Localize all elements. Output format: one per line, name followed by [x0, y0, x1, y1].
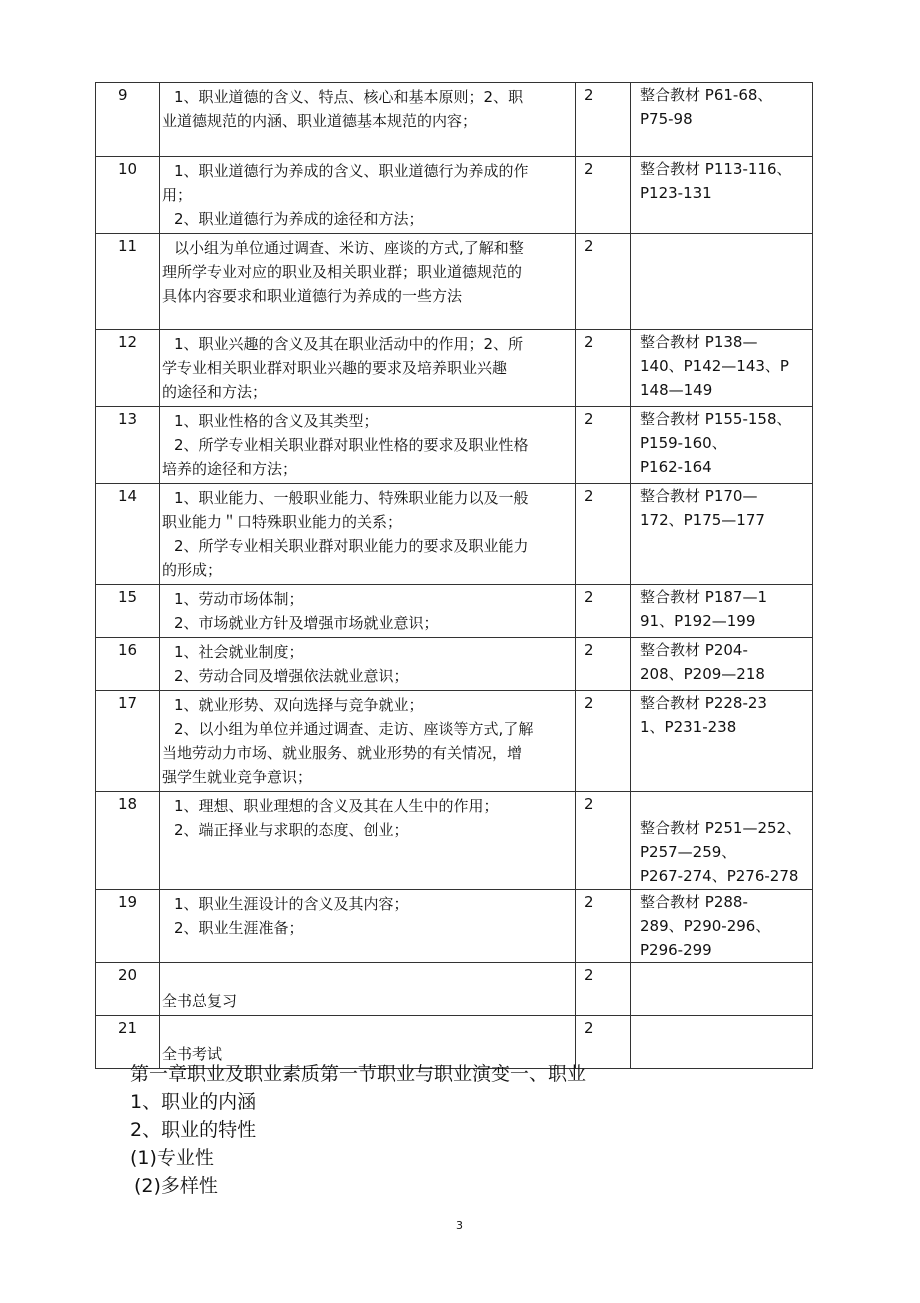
- row-number: 21: [96, 1016, 160, 1069]
- body-item: (2)多样性: [134, 1175, 218, 1197]
- content-line: 业道德规范的内涵、职业道德基本规范的内容；: [162, 112, 478, 130]
- body-item: 1、职业的内涵: [130, 1091, 257, 1113]
- content-line: 2、职业道德行为养成的途径和方法；: [174, 210, 424, 228]
- table-row: [96, 792, 813, 890]
- body-item: (1)专业性: [130, 1147, 214, 1169]
- row-content: [160, 484, 576, 585]
- content-line: 1、职业道德行为养成的含义、职业道德行为养成的作: [174, 162, 529, 180]
- row-reference: 整合教材 P138— 140、P142—143、P 148—149: [631, 330, 813, 407]
- row-hours: 2: [576, 234, 631, 330]
- content-line: 2、职业生涯准备；: [174, 919, 304, 937]
- content-line: 1、职业能力、一般职业能力、特殊职业能力以及一般: [174, 489, 529, 507]
- content-line: 2、端正择业与求职的态度、创业；: [174, 821, 409, 839]
- row-hours: 2: [576, 792, 631, 890]
- row-number: 16: [96, 638, 160, 691]
- row-number: 19: [96, 890, 160, 963]
- content-line: 理所学专业对应的职业及相关职业群；职业道德规范的: [162, 263, 523, 281]
- content-line: 的途径和方法；: [162, 383, 268, 401]
- row-content: [160, 638, 576, 691]
- row-reference: 整合教材 P187—1 91、P192—199: [631, 585, 813, 638]
- table-row: [96, 234, 813, 330]
- row-reference: [631, 963, 813, 1016]
- content-line: 职业能力＂口特殊职业能力的关系；: [162, 513, 403, 531]
- table-row: [96, 157, 813, 234]
- content-line: [162, 965, 571, 989]
- row-content: [160, 691, 576, 792]
- content-line: 全书考试: [162, 1045, 223, 1063]
- row-reference: 整合教材 P288- 289、P290-296、 P296-299: [631, 890, 813, 963]
- chapter-heading: 第一章职业及职业素质第一节职业与职业演变一、职业: [130, 1063, 587, 1085]
- content-line: 1、职业性格的含义及其类型；: [174, 412, 379, 430]
- content-line: 2、市场就业方针及增强市场就业意识；: [174, 614, 439, 632]
- row-reference: 整合教材 P113-116、 P123-131: [631, 157, 813, 234]
- row-number: 13: [96, 407, 160, 484]
- row-content: [160, 963, 576, 1016]
- row-hours: 2: [576, 407, 631, 484]
- row-content: [160, 890, 576, 963]
- content-line: 1、职业生涯设计的含义及其内容；: [174, 895, 409, 913]
- row-number: 15: [96, 585, 160, 638]
- row-content: [160, 792, 576, 890]
- row-hours: 2: [576, 691, 631, 792]
- row-number: 14: [96, 484, 160, 585]
- content-line: 具体内容要求和职业道德行为养成的一些方法: [162, 287, 463, 305]
- table-row: [96, 691, 813, 792]
- content-line: 1、职业兴趣的含义及其在职业活动中的作用；2、所: [174, 335, 524, 353]
- table-row: [96, 484, 813, 585]
- page-number: 3: [456, 1219, 463, 1232]
- row-reference: [631, 1016, 813, 1069]
- content-line: 全书总复习: [162, 992, 238, 1010]
- row-number: 10: [96, 157, 160, 234]
- row-hours: 2: [576, 1016, 631, 1069]
- content-line: 1、职业道德的含义、特点、核心和基本原则；2、职: [174, 88, 524, 106]
- table-row: [96, 407, 813, 484]
- content-line: 1、劳动市场体制；: [174, 590, 304, 608]
- chapter-body: [130, 1060, 586, 1200]
- row-content: [160, 157, 576, 234]
- content-line: 2、所学专业相关职业群对职业性格的要求及职业性格: [174, 436, 529, 454]
- row-reference: 整合教材 P228-23 1、P231-238: [631, 691, 813, 792]
- row-hours: 2: [576, 83, 631, 157]
- table-row: [96, 638, 813, 691]
- row-number: 11: [96, 234, 160, 330]
- row-hours: 2: [576, 638, 631, 691]
- row-hours: 2: [576, 963, 631, 1016]
- content-line: 用；: [162, 186, 193, 204]
- content-line: 2、所学专业相关职业群对职业能力的要求及职业能力: [174, 537, 529, 555]
- content-line: 当地劳动力市场、就业服务、就业形势的有关情况，增: [162, 744, 523, 762]
- row-content: [160, 83, 576, 157]
- content-line: [162, 1018, 571, 1042]
- schedule-table-body: [96, 83, 813, 1069]
- content-line: 1、就业形势、双向选择与竞争就业；: [174, 696, 424, 714]
- row-reference: 整合教材 P155-158、 P159-160、 P162-164: [631, 407, 813, 484]
- body-item: 2、职业的特性: [130, 1119, 257, 1141]
- table-row: [96, 83, 813, 157]
- row-reference: 整合教材 P251—252、 P257—259、 P267-274、P276-278: [631, 792, 813, 890]
- table-row: [96, 890, 813, 963]
- row-content: [160, 407, 576, 484]
- content-line: 强学生就业竞争意识；: [162, 768, 313, 786]
- content-line: 培养的途径和方法；: [162, 460, 298, 478]
- row-hours: 2: [576, 157, 631, 234]
- row-number: 18: [96, 792, 160, 890]
- content-line: 2、以小组为单位并通过调查、走访、座谈等方式,了解: [174, 720, 534, 738]
- row-reference: [631, 234, 813, 330]
- row-number: 12: [96, 330, 160, 407]
- content-line: 以小组为单位通过调查、米访、座谈的方式,了解和整: [174, 239, 524, 257]
- row-number: 17: [96, 691, 160, 792]
- table-row: [96, 963, 813, 1016]
- row-content: [160, 330, 576, 407]
- schedule-table: [95, 82, 813, 1069]
- row-reference: 整合教材 P204- 208、P209—218: [631, 638, 813, 691]
- content-line: 1、理想、职业理想的含义及其在人生中的作用；: [174, 797, 499, 815]
- row-number: 20: [96, 963, 160, 1016]
- content-line: 2、劳动合同及增强依法就业意识；: [174, 667, 409, 685]
- row-content: [160, 585, 576, 638]
- row-reference: 整合教材 P170— 172、P175—177: [631, 484, 813, 585]
- table-row: [96, 585, 813, 638]
- row-hours: 2: [576, 585, 631, 638]
- row-content: [160, 234, 576, 330]
- table-row: [96, 330, 813, 407]
- row-hours: 2: [576, 330, 631, 407]
- content-line: 学专业相关职业群对职业兴趣的要求及培养职业兴趣: [162, 359, 508, 377]
- row-number: 9: [96, 83, 160, 157]
- row-hours: 2: [576, 484, 631, 585]
- row-reference: 整合教材 P61-68、 P75-98: [631, 83, 813, 157]
- row-hours: 2: [576, 890, 631, 963]
- content-line: 1、社会就业制度；: [174, 643, 304, 661]
- content-line: 的形成；: [162, 561, 223, 579]
